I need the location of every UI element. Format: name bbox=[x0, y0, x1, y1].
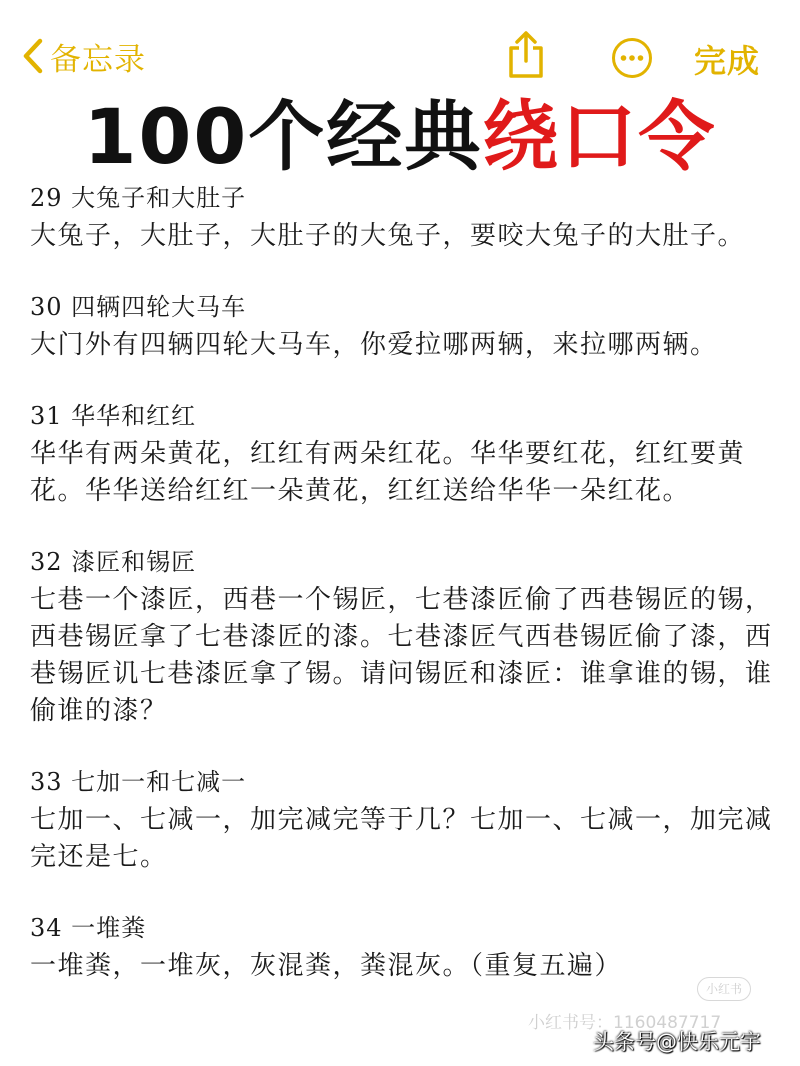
title-part-red: 绕口令 bbox=[482, 92, 717, 181]
list-item bbox=[30, 287, 775, 364]
list-item bbox=[30, 542, 775, 730]
item-text: 华华有两朵黄花，红红有两朵红花。华华要红花，红红要黄花。华华送给红红一朵黄花，红红送给华华一朵红花。 bbox=[30, 439, 746, 506]
share-icon bbox=[505, 65, 547, 84]
more-options-button[interactable] bbox=[611, 37, 653, 79]
watermark-id: 小红书号：1160487717 bbox=[528, 1013, 722, 1033]
item-heading: 32 漆匠和锡匠 bbox=[30, 548, 197, 576]
item-heading: 29 大兔子和大肚子 bbox=[30, 184, 247, 212]
item-text: 七加一、七减一，加完减完等于几？七加一、七减一，加完减完还是七。 bbox=[30, 805, 773, 872]
list-item bbox=[30, 908, 775, 985]
list-item bbox=[30, 396, 775, 510]
item-text: 大兔子，大肚子，大肚子的大兔子，要咬大兔子的大肚子。 bbox=[30, 221, 746, 251]
page-title bbox=[0, 92, 800, 182]
item-text: 七巷一个漆匠，西巷一个锡匠，七巷漆匠偷了西巷锡匠的锡，西巷锡匠拿了七巷漆匠的漆。七巷漆匠气西巷锡匠偷了漆，西巷锡匠讥七巷漆匠拿了锡。请问锡匠和漆匠：谁拿谁的锡，谁偷谁的漆？ bbox=[30, 585, 773, 726]
item-heading: 30 四辆四轮大马车 bbox=[30, 293, 247, 321]
item-heading: 31 华华和红红 bbox=[30, 402, 197, 430]
title-part-black: 100个经典 bbox=[83, 92, 483, 181]
back-button[interactable] bbox=[22, 36, 146, 76]
item-text: 大门外有四辆四轮大马车，你爱拉哪两辆，来拉哪两辆。 bbox=[30, 330, 718, 360]
item-text: 一堆粪，一堆灰，灰混粪，粪混灰。（重复五遍） bbox=[30, 951, 623, 981]
back-label: 备忘录 bbox=[50, 41, 146, 78]
watermark-author: 头条号@快乐元宇 bbox=[593, 1030, 761, 1054]
watermark-badge: 小红书 bbox=[697, 977, 751, 1001]
list-item bbox=[30, 762, 775, 876]
list-item bbox=[30, 178, 775, 255]
share-button[interactable] bbox=[505, 30, 547, 80]
item-heading: 34 一堆粪 bbox=[30, 914, 147, 942]
item-heading: 33 七加一和七减一 bbox=[30, 768, 247, 796]
done-button[interactable]: 完成 bbox=[694, 42, 761, 80]
chevron-left-icon bbox=[22, 38, 44, 74]
more-icon bbox=[611, 64, 653, 83]
note-body[interactable] bbox=[30, 178, 775, 1017]
